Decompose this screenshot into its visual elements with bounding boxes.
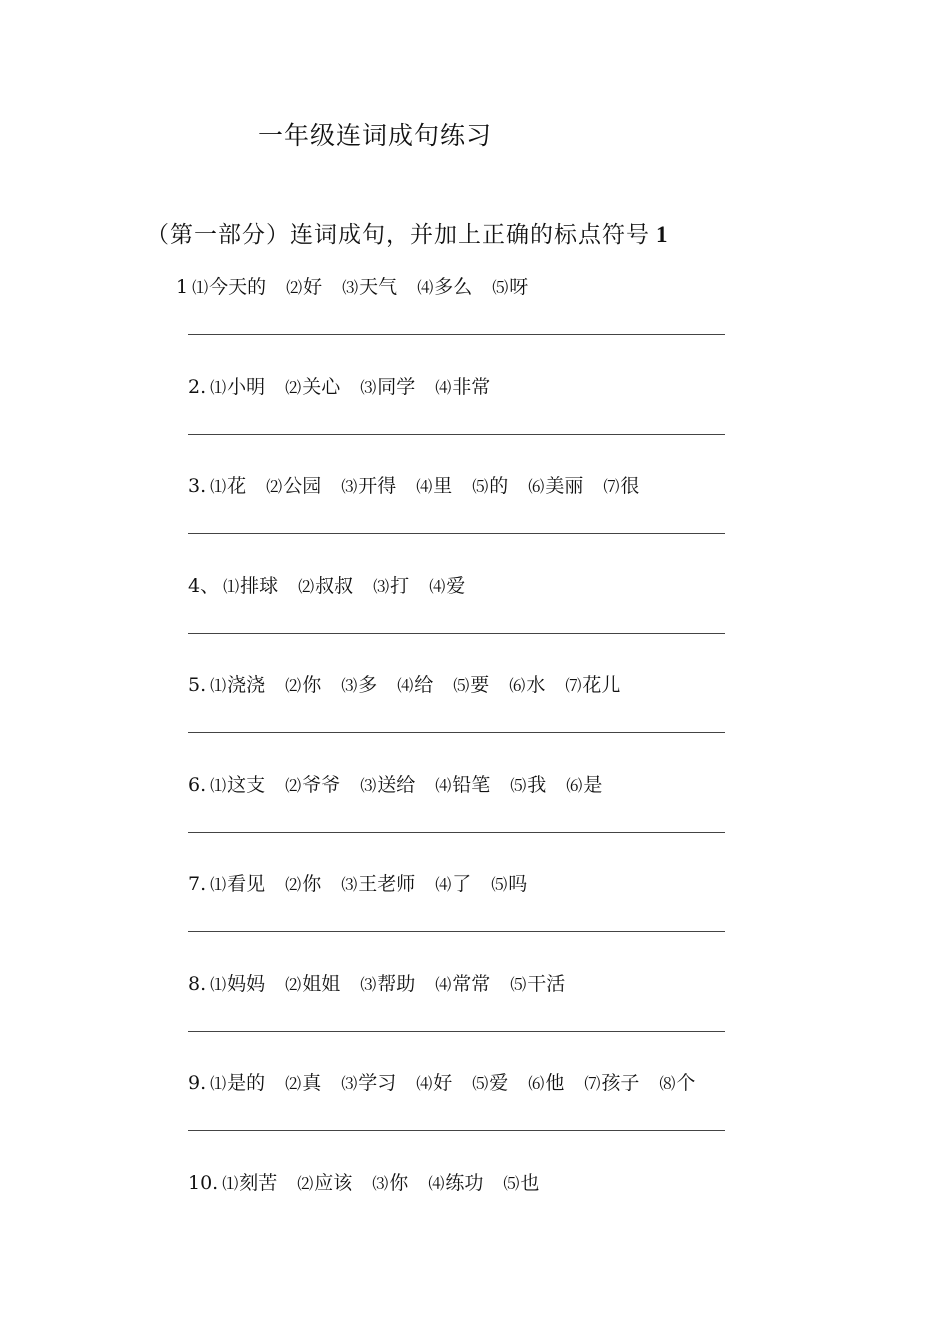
word-marker: ⑹ [528,1074,545,1093]
question-item [188,969,585,996]
section-heading [146,216,669,249]
word-text: 铅笔 [452,773,491,796]
question-number: 6. [188,773,207,796]
word-marker: ⑷ [416,1074,433,1093]
word-marker: ⑶ [341,477,358,496]
word-marker: ⑸ [510,974,527,994]
word-option [210,1068,265,1095]
word-option [341,869,415,896]
word-text: 也 [520,1171,540,1194]
word-marker: ⑷ [429,576,446,596]
question-number: 10. [188,1171,219,1194]
word-text: 我 [527,773,547,796]
word-option [285,969,340,996]
word-marker: ⑴ [210,775,227,795]
word-text: 爷爷 [302,773,341,796]
word-marker: ⑵ [286,278,303,297]
word-marker: ⑺ [565,676,582,695]
word-option [285,770,340,797]
word-marker: ⑶ [341,875,358,894]
word-text: 同学 [377,375,416,398]
word-text: 的 [489,475,509,497]
word-option [373,571,409,598]
word-marker: ⑶ [342,278,359,297]
word-marker: ⑷ [435,377,452,397]
word-option [584,1068,639,1095]
word-marker: ⑸ [492,278,509,297]
answer-line[interactable] [188,1031,725,1032]
word-text: 孩子 [601,1072,640,1094]
answer-line[interactable] [188,1130,725,1131]
word-option [266,471,321,498]
word-option [341,1068,396,1095]
word-text: 关心 [302,375,341,398]
answer-line[interactable] [188,533,725,534]
word-marker: ⑵ [285,676,302,695]
word-option [285,670,321,697]
word-option [492,272,528,299]
word-marker: ⑶ [360,377,377,397]
answer-line[interactable] [188,732,725,733]
word-option [435,372,490,399]
word-option [429,571,465,598]
word-option [472,1068,508,1095]
word-text: 好 [303,276,323,298]
word-marker: ⑷ [417,278,434,297]
word-option [286,272,322,299]
question-item [188,372,510,399]
word-marker: ⑴ [210,1074,227,1093]
word-option [297,1168,352,1195]
word-marker: ⑵ [285,1074,302,1093]
question-item [188,1168,559,1195]
question-item [188,869,547,896]
word-option [528,1068,564,1095]
word-option [285,1068,321,1095]
word-text: 你 [302,873,322,895]
word-text: 干活 [527,972,566,995]
word-marker: ⑴ [223,576,240,596]
answer-line[interactable] [188,334,725,335]
question-number: 3. [188,475,207,497]
word-marker: ⑴ [192,278,209,297]
word-text: 排球 [240,574,279,597]
word-option [285,372,340,399]
word-marker: ⑹ [509,676,526,695]
word-marker: ⑸ [453,676,470,695]
word-marker: ⑶ [341,676,358,695]
word-option [603,471,639,498]
word-option [428,1168,483,1195]
word-text: 爱 [489,1072,509,1094]
word-marker: ⑸ [472,1074,489,1093]
word-text: 开得 [358,475,397,497]
question-item [188,471,659,498]
word-marker: ⑶ [373,576,390,596]
word-marker: ⑴ [210,477,227,496]
word-text: 天气 [359,276,398,298]
word-option [565,670,620,697]
page-title: 一年级连词成句练习 [258,121,493,150]
word-text: 了 [452,873,472,895]
answer-line[interactable] [188,832,725,833]
word-marker: ⑴ [210,974,227,994]
word-marker: ⑵ [285,974,302,994]
word-text: 多 [358,674,378,696]
question-item [188,770,622,797]
word-marker: ⑵ [297,1173,314,1193]
word-text: 里 [433,475,453,497]
word-marker: ⑵ [285,377,302,397]
word-text: 这支 [227,773,266,796]
word-text: 你 [302,674,322,696]
question-item [188,571,485,598]
word-option [491,869,527,896]
word-text: 水 [526,674,546,696]
question-number: 5. [188,674,207,696]
word-option [341,471,396,498]
word-text: 好 [433,1072,453,1094]
word-text: 爱 [446,574,466,597]
word-option [222,1168,277,1195]
word-marker: ⑸ [491,875,508,894]
word-text: 刻苦 [239,1171,278,1194]
word-option [360,372,415,399]
question-number: 8. [188,972,207,995]
word-option [659,1068,695,1095]
word-text: 要 [470,674,490,696]
word-text: 打 [390,574,410,597]
question-number: 7. [188,873,207,895]
word-option [509,670,545,697]
word-text: 小明 [227,375,266,398]
word-option [210,372,265,399]
word-marker: ⑵ [266,477,283,496]
word-marker: ⑷ [435,775,452,795]
word-text: 给 [414,674,434,696]
word-marker: ⑷ [435,974,452,994]
word-marker: ⑷ [428,1173,445,1193]
word-marker: ⑴ [210,875,227,894]
word-option [223,571,278,598]
word-text: 应该 [314,1171,353,1194]
word-option [503,1168,539,1195]
word-option [210,770,265,797]
word-option [435,869,471,896]
question-number: 9. [188,1072,207,1094]
word-option [210,670,265,697]
word-text: 个 [676,1072,696,1094]
word-text: 非常 [452,375,491,398]
question-number: 1 [176,276,189,298]
section-number: 1 [656,222,669,247]
answer-line[interactable] [188,633,725,634]
word-marker: ⑹ [528,477,545,496]
word-marker: ⑵ [285,775,302,795]
word-marker: ⑴ [210,676,227,695]
word-text: 吗 [508,873,528,895]
word-text: 真 [302,1072,322,1094]
word-marker: ⑷ [397,676,414,695]
word-marker: ⑵ [285,875,302,894]
word-option [360,969,415,996]
question-number: 2. [188,375,207,398]
word-option [210,869,265,896]
word-text: 美丽 [545,475,584,497]
word-marker: ⑷ [435,875,452,894]
word-marker: ⑺ [603,477,620,496]
word-text: 花 [227,475,247,497]
word-marker: ⑶ [341,1074,358,1093]
word-marker: ⑶ [360,775,377,795]
word-option [510,770,546,797]
word-marker: ⑸ [503,1173,520,1193]
word-text: 送给 [377,773,416,796]
word-option [285,869,321,896]
word-option [342,272,397,299]
answer-line[interactable] [188,931,725,932]
word-text: 浇浇 [227,674,266,696]
word-text: 你 [389,1171,409,1194]
word-option [192,272,266,299]
word-text: 今天的 [209,276,267,298]
word-marker: ⑷ [416,477,433,496]
word-marker: ⑸ [510,775,527,795]
word-marker: ⑶ [360,974,377,994]
word-text: 学习 [358,1072,397,1094]
word-option [435,969,490,996]
word-option [416,471,452,498]
word-text: 多么 [434,276,473,298]
word-text: 叔叔 [315,574,354,597]
word-option [372,1168,408,1195]
word-marker: ⑴ [210,377,227,397]
word-option [360,770,415,797]
word-text: 看见 [227,873,266,895]
word-marker: ⑺ [584,1074,601,1093]
word-option [453,670,489,697]
word-marker: ⑸ [472,477,489,496]
word-option [566,770,602,797]
word-text: 花儿 [582,674,621,696]
word-text: 公园 [283,475,322,497]
word-text: 很 [620,475,640,497]
word-text: 是的 [227,1072,266,1094]
word-text: 妈妈 [227,972,266,995]
section-heading-text: （第一部分）连词成句，并加上正确的标点符号 [146,222,650,248]
word-option [210,969,265,996]
question-item [176,272,548,299]
word-text: 王老师 [358,873,416,895]
word-option [417,272,472,299]
word-option [397,670,433,697]
word-text: 是 [583,773,603,796]
word-marker: ⑻ [659,1074,676,1093]
word-option [510,969,565,996]
word-option [528,471,583,498]
word-marker: ⑵ [298,576,315,596]
word-option [298,571,353,598]
word-marker: ⑶ [372,1173,389,1193]
word-option [416,1068,452,1095]
word-option [210,471,246,498]
question-number: 4、 [188,574,220,597]
answer-line[interactable] [188,434,725,435]
word-marker: ⑹ [566,775,583,795]
word-text: 常常 [452,972,491,995]
word-marker: ⑴ [222,1173,239,1193]
word-text: 姐姐 [302,972,341,995]
word-text: 呀 [509,276,529,298]
word-option [341,670,377,697]
question-item [188,1068,715,1095]
question-item [188,670,640,697]
word-option [472,471,508,498]
word-text: 他 [545,1072,565,1094]
word-option [435,770,490,797]
word-text: 帮助 [377,972,416,995]
word-text: 练功 [445,1171,484,1194]
